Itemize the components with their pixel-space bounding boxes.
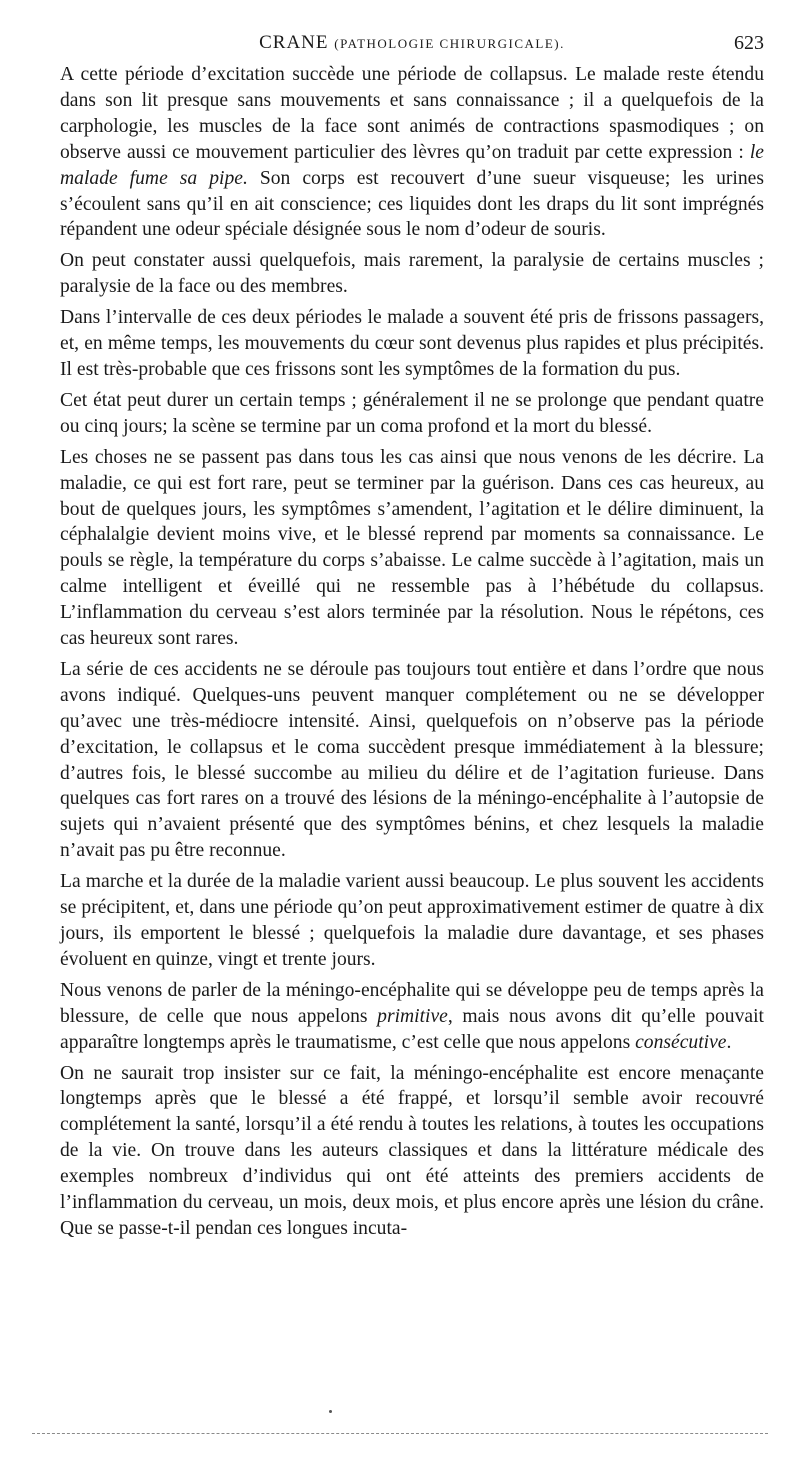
page-number: 623: [734, 32, 764, 54]
paragraph-8-part-a: Nous venons de parler de la méningo-encéphalite qui se développe peu de temps après la blessure, de celle que nous appelons: [60, 979, 764, 1027]
running-title-main: CRANE: [259, 32, 329, 53]
running-title-sub: (PATHOLOGIE CHIRURGICALE).: [334, 36, 565, 51]
paragraph-1-italic: le malade fume sa pipe.: [60, 141, 764, 189]
paragraph-5: Les choses ne se passent pas dans tous les cas ainsi que nous venons de les décrire. La maladie, ce qui est fort rare, peut se terminer par la guérison. Dans ces cas heureux, au bout de quelques jours, les symptômes s’amendent, l’agitation et le délire diminuent, la céphalalgie devient moins vive, et le blessé reprend par moments sa connaissance. Le pouls se règle, la température du corps s’abaisse. Le calme succède à l’agitation, mais un calme intelligent et éveillé qui ne ressemble pas à l’hébétude du collapsus. L’inflammation du cerveau s’est alors terminée par la résolution. Nous le répétons, ces cas heureux sont rares.: [60, 446, 764, 650]
paragraph-8: [60, 978, 764, 1056]
paragraph-3: Dans l’intervalle de ces deux périodes le malade a souvent été pris de frissons passagers, et, en même temps, les mouvements du cœur sont devenus plus rapides et plus précipités. Il est très-probable que ces frissons sont les symptômes de la formation du pus.: [60, 307, 764, 380]
paragraph-9: On ne saurait trop insister sur ce fait, la méningo-encéphalite est encore menaçante longtemps après que le blessé a été frappé, et lorsqu’il semble avoir recouvré complétement la santé, lorsqu’il a été rendu à toutes les relations, à toutes les occupations de la vie. On trouve dans les auteurs classiques et dans la littérature médicale des exemples nombreux d’individus qui ont été atteints des premiers accidents de l’inflammation du cerveau, un mois, deux mois, et plus encore après une lésion du crâne. Que se passe-t-il pendan ces longues incuta-: [60, 1062, 764, 1239]
print-speck: [329, 1410, 332, 1413]
paragraph-4: Cet état peut durer un certain temps ; généralement il ne se prolonge que pendant quatre ou cinq jours; la scène se termine par un coma profond et la mort du blessé.: [60, 389, 764, 437]
bottom-dashed-rule: [32, 1433, 768, 1434]
paragraph-7: La marche et la durée de la maladie varient aussi beaucoup. Le plus souvent les accidents se précipitent, et, dans une période qu’on peut approximativement estimer de quatre à dix jours, ils emportent le blessé ; quelquefois la maladie dure davantage, et ses phases évoluent en quinze, vingt et trente jours.: [60, 871, 764, 970]
body-text: [60, 62, 764, 1247]
running-header: [60, 30, 764, 58]
paragraph-8-italic-consecutive: consécutive: [635, 1031, 727, 1053]
running-title: [60, 32, 764, 54]
paragraph-6: La série de ces accidents ne se déroule pas toujours tout entière et dans l’ordre que nous avons indiqué. Quelques-uns peuvent manquer complétement ou ne se développer qu’avec une très-médiocre intensité. Ainsi, quelquefois on n’observe pas la période d’excitation, le collapsus et le coma succèdent presque immédiatement à la blessure; d’autres fois, le blessé succombe au milieu du délire et de l’agitation furieuse. Dans quelques cas fort rares on a trouvé des lésions de la méningo-encéphalite à l’autopsie de sujets qui n’avaient présenté que des symptômes bénins, et chez lesquels la maladie n’avait pas pu être reconnue.: [60, 658, 764, 862]
paragraph-8-italic-primitive: primitive: [377, 1005, 448, 1027]
paragraph-1-part-a: A cette période d’excitation succède une période de collapsus. Le malade reste étendu dans son lit presque sans mouvements et sans connaissance ; il a quelquefois de la carphologie, les muscles de la face sont animés de contractions spasmodiques ; on observe aussi ce mouvement particulier des lèvres qu’on traduit par cette expression :: [60, 64, 764, 163]
paragraph-1: [60, 62, 764, 243]
paragraph-1-part-b: Son corps est recouvert d’une sueur visqueuse; les urines s’écoulent sans qu’il en ait conscience; ces liquides dont les draps du lit sont imprégnés répandent une odeur spéciale désignée sous le nom d’odeur de souris.: [60, 167, 764, 241]
paragraph-8-part-b: , mais nous avons dit qu’elle pouvait apparaître longtemps après le traumatisme, c’est celle que nous appelons: [60, 1005, 764, 1053]
paragraph-2: On peut constater aussi quelquefois, mais rarement, la paralysie de certains muscles ; paralysie de la face ou des membres.: [60, 250, 764, 298]
paragraph-8-part-c: .: [726, 1031, 732, 1053]
